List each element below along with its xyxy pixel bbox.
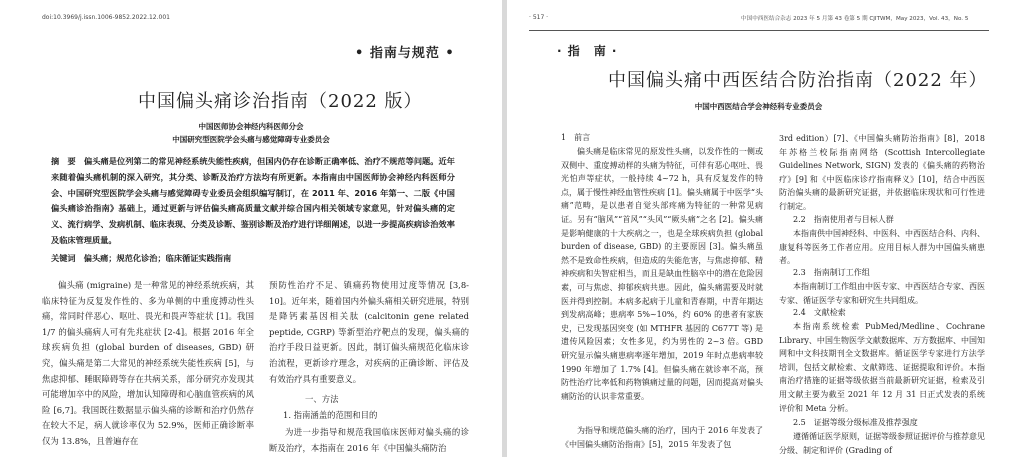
body-col1: 偏头痛是临床常见的原发性头痛，以发作性的一侧或双侧中、重度搏动样的头痛为特征，可伴有恶心呕吐、畏光怕声等症状，一般持续 4~72 h，具有反复发作的特点，属于慢性神经血管性疾病 [1]。偏头痛属于中医学“头痛”范畴，是以患者自觉头部疼痛为特征的一种常见病证。另有“脑风”“首风”“头风”“厥头痛”之名 [2]。偏头痛是影响健康的十大疾病之一，也是全球疾病负担 (global burden of disease, GBD) 的主要原因 [3]。偏头痛虽然不是致命性疾病，但造成的失能危害，与焦虑抑郁、精神疾病和失智症相当，而且是缺血性脑卒中的潜在危险因素，可与焦虑、抑郁疾病共患。因此，偏头痛需要及时就医并得到控制。本病多起病于儿童和青春期，中青年期达到发病高峰；患病率 5%~10%，约 60% 的患者有家族史，已发现基因突变 (如 MTHFR 基因的 C677T 等) 是遗传风险因素；女性多见，约为男性的 2~3 倍。GBD 研究显示偏头痛患病率逐年增加，2019 年时点患病率较 1990 年增加了 1.7% [4]。但偏头痛在就诊率不高，预防性治疗比率低和药物镇痛过量的问题，因而提高对偏头痛防治的认识非常重要。: [561, 147, 763, 401]
body-col2-search: 本指南系统检索 PubMed/Medline、Cochrane Library、中国生物医学文献数据库、万方数据库、中国知网和中文科技期刊全文数据库。循证医学专家进行方法学培训，包括文献检索、文献筛选、证据提取和评价。本指南治疗措施的证据等级依据当前最新研究证据，检索及引用文献主要为截至 2021 年 12 月 31 日正式发表的系统评价和 Meta 分析。: [779, 322, 985, 413]
author-org: 中国中西医结合学会神经科专业委员会: [694, 102, 823, 111]
page-number: · 517 ·: [529, 14, 549, 21]
heading-scope: 1. 指南涵盖的范围和目的: [283, 410, 378, 420]
body-col1: 偏头痛 (migraine) 是一种常见的神经系统疾病，其临床特征为反复发作性的、多为单侧的中重度搏动性头痛，常同时伴恶心、呕吐、畏光和畏声等症状 [1]。我国 1/7 的偏头痛病人可有先兆症状 [2-4]。根据 2016 年全球疾病负担 (global burden of diseases, GBD) 研究，偏头痛是第二大常见的神经系统失能性疾病 [5]，与焦虑抑郁、睡眠障碍等存在共病关系，部分研究亦发现其可能增加卒中的风险，增加认知障碍和心脑血管疾病的风险 [6,7]。我国既往数据显示偏头痛的诊断和治疗仍然存在较大不足，病人就诊率仅为 52.9%，医师正确诊断率仅为 13.8%，且普遍存在: [42, 280, 254, 446]
body-col2-evidence: 遵循循证医学原则，证据等级参照证据评价与推荐意见分级、制定和评价 (Grading of: [779, 432, 985, 455]
journal-header: 中国中西医结合杂志 2023 年 5 月第 43 卷第 5 期 CJITWM，May 2023，Vol. 43，No. 5: [741, 16, 969, 22]
doi-text: doi:10.3969/j.issn.1006-9852.2022.12.001: [42, 14, 170, 21]
body-col2-intro: 预防性治疗不足、镇痛药物使用过度等情况 [3,8-10]。近年来，随着国内外偏头痛相关研究进展，特别是降钙素基因相关肽 (calcitonin gene related peptide, CGRP) 等新型治疗靶点的发现，偏头痛的治疗手段日益更新。因此，制订偏头痛规范化临床诊治流程，更新诊疗理念，对疾病的正确诊断、评估及有效治疗具有重要意义。: [269, 280, 469, 384]
body-col1-cont: 为指导和规范偏头痛的治疗，国内于 2016 年发表了《中国偏头痛防治指南》[5]，2015 年发表了包: [561, 426, 763, 449]
body-col2-scope: 为进一步指导和规范我国临床医师对偏头痛的诊断及治疗，本指南在 2016 年《中国偏头痛防治: [269, 427, 469, 453]
author-org-1: 中国医师协会神经内科医师分会: [198, 122, 304, 131]
heading-users: 2.2 指南使用者与目标人群: [793, 215, 894, 224]
heading-workgroup: 2.3 指南制订工作组: [793, 268, 870, 277]
body-col2-users: 本指南供中国神经科、中医科、中西医结合科、内科、康复科等医务工作者应用。应用目标人群为中国偏头痛患者。: [779, 229, 985, 266]
page-title: 中国偏头痛诊治指南（2022 版）: [138, 91, 423, 112]
heading-preface: 1 前言: [561, 133, 591, 142]
keywords: 关键词 偏头痛；规范化诊治；临床循证实践指南: [51, 253, 232, 263]
section-label: • 指南与规范 •: [355, 46, 455, 61]
author-org-2: 中国研究型医院学会头痛与感觉障碍专业委员会: [172, 135, 330, 144]
body-col2-workgroup: 本指南制订工作组由中医专家、中西医结合专家、西医专家、循证医学专家和研究生共同组成。: [779, 282, 985, 305]
heading-search: 2.4 文献检索: [793, 308, 846, 317]
left-page: [0, 0, 502, 457]
heading-evidence: 2.5 证据等级分级标准及推荐强度: [793, 418, 918, 427]
section-label: · 指 南 ·: [557, 44, 618, 58]
body-col2-intro: 3rd edition）[7]、《中国偏头痛防治指南》[8]，2018 年苏格兰校际指南网络 (Scottish Intercollegiate Guidelines Network, SIGN) 发表的《偏头痛的药物治疗》[9] 和《中医临床诊疗指南释义》[10]，结合中西医防治偏头痛的最新研究证据，并依据临床现状和可行性进行制定。: [779, 134, 985, 211]
heading-methods: 一、方法: [305, 394, 339, 404]
right-page: [507, 0, 1010, 457]
abstract: 摘 要 偏头痛是位列第二的常见神经系统失能性疾病，但国内仍存在诊断正确率低、治疗不规范等问题。近年来随着偏头痛机制的深入研究，其分类、诊断及治疗方法均有所更新。本指南由中国医师协会神经内科医师分会、中国研究型医院学会头痛与感觉障碍专业委员会组织编写制订，在 2011 年、2016 年第一、二版《中国偏头痛诊治指南》基础上，通过更新与评估偏头痛高质量文献并综合国内相关领域专家意见，针对偏头痛的定义、流行病学、发病机制、临床表现、分类及诊断、鉴别诊断及治疗进行详细阐述，以进一步提高疾病诊治效率及临床管理质量。: [51, 156, 455, 245]
header-rule: [529, 30, 989, 31]
page-title: 中国偏头痛中西医结合防治指南（2022 年）: [608, 70, 988, 91]
